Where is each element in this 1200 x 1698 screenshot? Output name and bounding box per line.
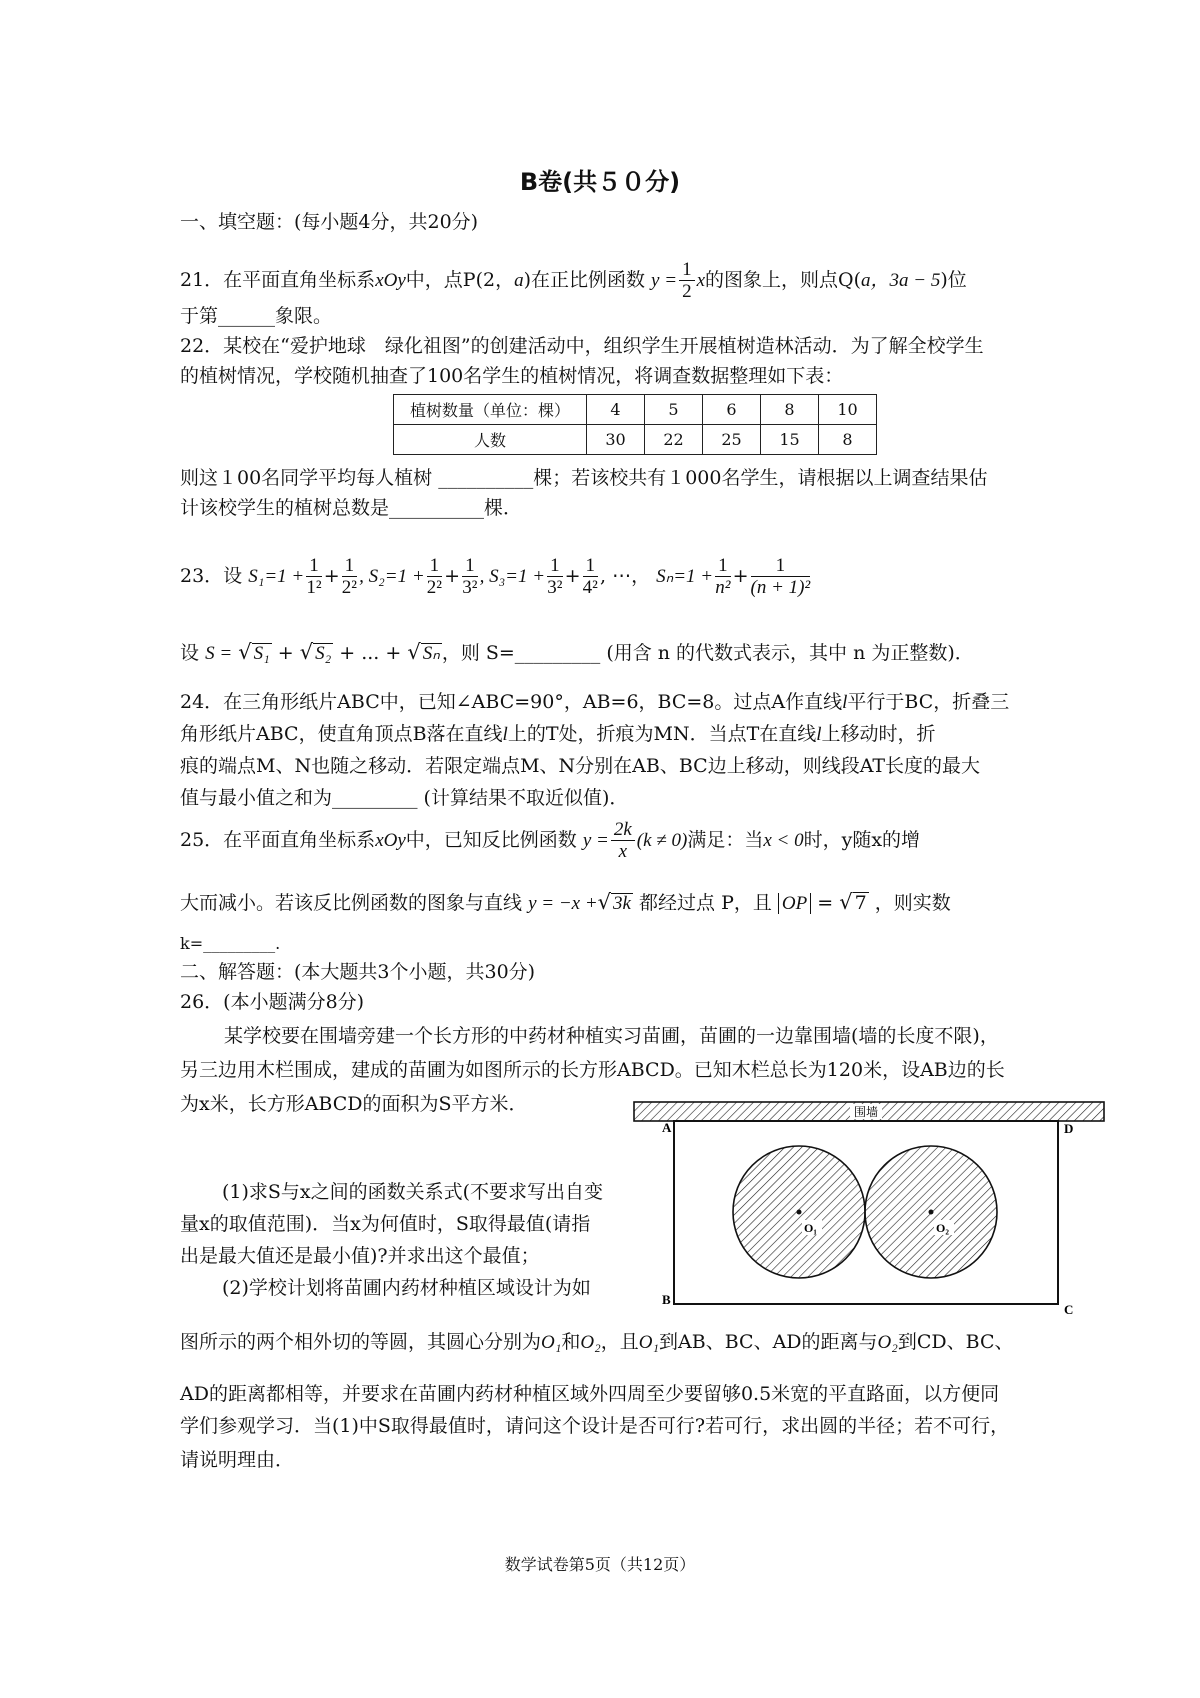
q21-a: a [514,270,524,291]
table-header-cell: 植树数量（单位：棵） [394,395,587,425]
q26-o2: O₂ [580,1332,601,1353]
page-footer: 数学试卷第5页（共12页） [504,1555,696,1574]
q23-num: 1 [427,555,443,577]
q23-r1: S₁ [253,643,270,664]
planting-table [393,394,877,455]
q23-frac [342,555,358,599]
q23-sn: Sₙ=1 + [656,566,714,587]
q24-line3: 痕的端点M、N也随之移动．若限定端点M、N分别在AB、BC边上移动，则线段AT长度的最大 [180,755,981,777]
q23-plus: + [564,565,581,587]
q23-den: 3² [547,577,563,598]
q21-text-c: )在正比例函数 [523,269,645,291]
table-cell: 8 [761,395,819,425]
q23-frac [583,555,599,599]
table-cell: 10 [819,395,877,425]
q23-num: 1 [462,555,478,577]
q26-text: 到AB、BC、AD的距离与 [659,1331,878,1353]
q23-frac [462,555,478,599]
q22-line1: 22．某校在“爱护地球 绿化祖图”的创建活动中，组织学生开展植树造林活动．为了解全校学生 [180,335,984,357]
table-row [394,425,877,455]
table-cell: 4 [587,395,645,425]
q21-text-d: 的图象上，则点Q( [705,269,861,291]
q23-s3: , S₃=1 + [479,566,546,587]
center-o2-dot [929,1210,934,1215]
q26-o1: O₁ [541,1332,562,1353]
q25-text: 时，y随x的增 [803,829,921,851]
q22-line4: 计该校学生的植树总数是__________棵． [180,497,523,519]
q21-point: a，3a − 5 [861,270,941,291]
q23-seq: S = [205,643,233,664]
q23-frac [427,555,443,599]
q23-plus: + [732,565,749,587]
q23-num: 1 [342,555,358,577]
q21-text-a: 21．在平面直角坐标系 [180,269,376,291]
q24-text: 角形纸片ABC，使直角顶点B落在直线 [180,723,503,745]
q21-xoy: xOy [375,270,406,291]
q21-fraction [679,259,695,303]
q25-line3: k=_________. [180,934,281,953]
q21-x: x [696,270,705,291]
q26-text: 到CD、BC、 [897,1331,1014,1353]
sqrt-icon: √ [839,890,853,914]
q25-text: 25．在平面直角坐标系 [180,829,376,851]
q23-num: 1 [583,555,599,577]
q24-text: 平行于BC，折叠三 [847,691,1010,713]
q26-sub2c: AD的距离都相等，并要求在苗圃内药材种植区域外四周至少要留够0.5米宽的平直路面，以方便同 [180,1383,1000,1405]
q23-den: 1² [306,577,322,598]
q23-frac [306,555,322,599]
q23-den: 4² [582,577,598,598]
q24-text: 上移动时，折 [821,723,936,745]
question-25 [180,812,920,869]
question-21 [180,252,967,309]
q25-den: x [618,841,628,862]
q25-text: 中，已知反比例函数 [405,829,577,851]
q23-s1: S₁=1 + [248,566,305,587]
sqrt-icon: √ [238,640,252,664]
q25-text: 都经过点 P，且 [639,892,772,914]
table-cell: 6 [703,395,761,425]
q23-num: 1 [751,555,811,577]
q23-den: (n + 1)² [750,577,811,598]
q23-frac [751,555,811,599]
q23-den: 3² [462,577,478,598]
q24-l: l [816,724,822,745]
table-row [394,395,877,425]
q25-op: OP [778,893,811,914]
q23-rn: Sₙ [422,643,440,664]
q23-num: 1 [306,555,322,577]
q25-num: 2k [611,819,635,841]
q23-den: 2² [426,577,442,598]
table-cell: 30 [587,425,645,455]
q21-text-b: 中，点P(2， [405,269,515,291]
center-o1-dot [797,1210,802,1215]
q26-sub2e: 请说明理由． [180,1449,295,1471]
sqrt-icon: √ [299,640,314,664]
q21-line2: 于第______象限。 [180,305,333,327]
q23-num: 1 [547,555,563,577]
q25-line2 [180,890,951,916]
q26-o2: O₂ [877,1332,898,1353]
q26-text: ，且 [600,1331,639,1353]
sqrt-icon: √ [407,640,421,664]
q21-den: 2 [682,281,692,302]
q23-s2: , S₂=1 + [359,566,425,587]
q24-line4: 值与最小值之和为_________ (计算结果不取近似值)． [180,787,629,809]
table-cell: 15 [761,425,819,455]
table-header-cell: 人数 [394,425,587,455]
q23-den: 2² [341,577,357,598]
label-o1: O₁ [804,1221,817,1235]
q25-text: 大而减小。若该反比例函数的图象与直线 [180,892,523,914]
q22-line2: 的植树情况，学校随机抽查了100名学生的植树情况，将调查数据整理如下表： [180,365,844,387]
q25-line-eq: y = −x + [528,893,598,914]
page-title: B卷(共５０分) [519,168,681,196]
q25-fraction [611,819,635,863]
table-cell: 8 [819,425,877,455]
q24-l: l [842,692,848,713]
label-d: D [1064,1121,1074,1136]
q21-num: 1 [679,259,695,281]
q23-frac [547,555,563,599]
q25-sqrt3k: 3k [613,893,631,914]
q26-text: 和 [561,1331,581,1353]
q26-head: 26．(本小题满分8分) [180,991,365,1013]
question-23 [180,548,812,605]
q25-cond: (k ≠ 0) [636,830,688,851]
label-a: A [662,1120,672,1135]
q24-line2 [180,722,936,747]
q21-text-f: )位 [940,269,967,291]
q22-line3: 则这１00名同学平均每人植树 __________棵；若该校共有１000名学生，请根据以上调查结果估 [180,467,988,489]
section-1-heading: 一、填空题：(每小题4分，共20分) [180,211,479,233]
q23-plus: + [277,642,294,664]
q24-text: 上的T处，折痕为MN．当点T在直线 [507,723,817,745]
q24-l: l [502,724,508,745]
q25-sqrt7: 7 [854,892,867,914]
q23-line2 [180,640,974,666]
table-cell: 25 [703,425,761,455]
q25-text: ，则实数 [874,892,951,914]
wall-label: 围墙 [853,1105,879,1119]
q25-x0: x < 0 [763,830,804,851]
label-c: C [1064,1302,1074,1317]
q23-den: n² [715,577,731,598]
label-o2: O₂ [936,1221,949,1235]
q24-line1 [180,690,1009,715]
q23-plus: + [444,565,461,587]
q23-dots: , ⋯， [600,565,651,587]
q23-line2b: ，则 S=_________ (用含 n 的代数式表示，其中 n 为正整数)． [441,642,974,664]
q25-xoy: xOy [375,830,406,851]
q23-line2a: 设 [180,642,200,664]
q25-yeq: y = [582,830,609,851]
table-cell: 5 [645,395,703,425]
label-b: B [662,1292,671,1307]
q23-r2: S₂ [315,643,332,664]
q26-p2: 另三边用木栏围成，建成的苗圃为如图所示的长方形ABCD。已知木栏总长为120米，设AB边的长 [180,1059,1005,1081]
table-cell: 22 [645,425,703,455]
q23-num: 1 [715,555,731,577]
q23-prefix: 23．设 [180,565,243,587]
q23-frac [715,555,731,599]
q23-plus: + [323,565,340,587]
q26-sub2a: (2)学校计划将苗圃内药材种植区域设计为如 [222,1277,591,1299]
q25-eq: = [817,892,834,914]
section-2-heading: 二、解答题：(本大题共3个小题，共30分) [180,961,536,983]
q26-o1: O₁ [638,1332,660,1353]
sqrt-icon: √ [597,890,612,914]
q26-sub2d: 学们参观学习．当(1)中S取得最值时，请问这个设计是否可行?若可行，求出圆的半径；若不可行， [180,1415,1010,1437]
q26-text: 图所示的两个相外切的等圆，其圆心分别为 [180,1331,542,1353]
q21-yeq: y = [651,270,678,291]
q23-plus-dots: + ... + [339,642,402,664]
q24-text: 24．在三角形纸片ABC中，已知∠ABC=90°，AB=6，BC=8。过点A作直线 [180,691,843,713]
q26-sub1a: (1)求S与x之间的函数关系式(不要求写出自变 [222,1181,604,1203]
q25-text: 满足：当 [687,829,764,851]
q26-sub1c: 出是最大值还是最小值)?并求出这个最值； [180,1245,540,1267]
q26-p3: 为x米，长方形ABCD的面积为S平方米． [180,1093,528,1115]
q26-sub2b [180,1330,1013,1355]
q26-p1: 某学校要在围墙旁建一个长方形的中药材种植实习苗圃，苗圃的一边靠围墙(墙的长度不限)， [224,1025,999,1047]
q26-sub1b: 量x的取值范围)．当x为何值时，S取得最值(请指 [180,1213,591,1235]
nursery-figure [628,1100,1108,1318]
